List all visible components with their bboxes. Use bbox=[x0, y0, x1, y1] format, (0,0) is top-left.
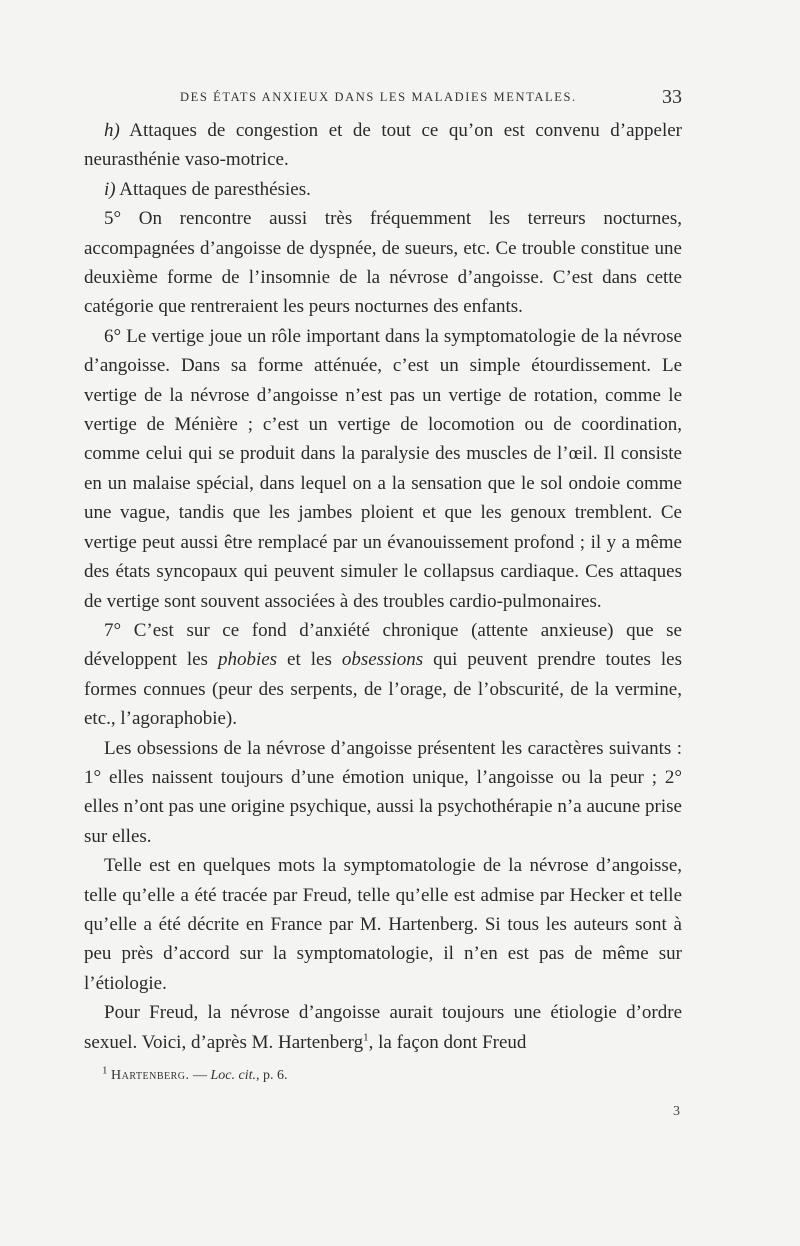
page-number: 33 bbox=[662, 86, 682, 108]
page-header bbox=[84, 86, 682, 116]
paragraph-5: 5° On rencontre aussi très fréquemment les terreurs nocturnes, accompagnées d’angoisse de dyspnée, de sueurs, etc. Ce trouble constitue une deuxième forme de l’insomnie de la névrose d’angoisse. C’est dans cette catégorie que rentreraient les peurs nocturnes des enfants. bbox=[84, 208, 682, 318]
term-phobies: phobies bbox=[217, 649, 278, 671]
paragraph-freud-part-b: , la façon dont Freud bbox=[368, 1031, 527, 1053]
paragraph-h-text: Attaques de congestion et de tout ce qu’on est convenu d’appeler neurasthénie vaso-motrice. bbox=[84, 120, 682, 171]
paragraph-7 bbox=[84, 616, 682, 734]
paragraph-obsessions: Les obsessions de la névrose d’angoisse présentent les caractères suivants : 1° elles naissent toujours d’une émotion unique, l’angoisse ou la peur ; 2° elles n’ont pas une origine psychique, aussi la psychothérapie n’a aucune prise sur elles. bbox=[84, 737, 682, 847]
paragraph-freud bbox=[84, 998, 682, 1057]
paragraph-summary: Telle est en quelques mots la symptomatologie de la névrose d’angoisse, telle qu’elle a été tracée par Freud, telle qu’elle est admise par Hecker et telle qu’elle a été décrite en France par M. Hartenberg. Si tous les auteurs sont à peu près d’accord sur la symptomatologie, il n’en est pas de même sur l’étiologie. bbox=[84, 855, 682, 994]
footnote-ref-title: Loc. cit. bbox=[210, 1068, 257, 1083]
running-title: DES ÉTATS ANXIEUX DANS LES MALADIES MENTALES. bbox=[180, 90, 577, 104]
paragraph-h bbox=[84, 116, 682, 175]
paragraph-7-part-c: qui peuvent prendre toutes les formes connues (peur des serpents, de l’orage, de l’obscurité, de la vermine, etc., l’agoraphobie). bbox=[84, 649, 682, 730]
footnote-author: Hartenberg. bbox=[111, 1068, 190, 1083]
footnote-dash: — bbox=[189, 1068, 211, 1083]
paragraph-i-text: Attaques de paresthésies. bbox=[115, 178, 311, 200]
footnote bbox=[102, 1064, 288, 1084]
footnote-marker: 1 bbox=[102, 1064, 108, 1077]
footnote-page: , p. 6. bbox=[256, 1068, 288, 1083]
body-text bbox=[84, 116, 682, 1057]
signature-mark: 3 bbox=[673, 1104, 680, 1119]
paragraph-i bbox=[84, 175, 682, 204]
item-marker-i: i) bbox=[104, 178, 116, 200]
paragraph-7-part-a: 7° C’est sur ce fond d’anxiété chronique (attente anxieuse) que se développent les bbox=[84, 619, 682, 671]
term-obsessions: obsessions bbox=[341, 649, 424, 671]
paragraph-6: 6° Le vertige joue un rôle important dans la symptomatologie de la névrose d’angoisse. Dans sa forme atténuée, c’est un simple étourdissement. Le vertige de la névrose d’angoisse n’est pas un vertige de rotation, comme le vertige de Ménière ; c’est un vertige de locomotion ou de coordination, comme celui qui se produit dans la paralysie des muscles de l’œil. Il consiste en un malaise spécial, dans lequel on a la sensation que le sol ondoie comme une vague, tandis que les jambes ploient et que les genoux tremblent. Ce vertige peut aussi être remplacé par un évanouissement profond ; il y a même des états syncopaux qui peuvent simuler le collapsus cardiaque. Ces attaques de vertige sont souvent associées à des troubles cardio-pulmonaires. bbox=[84, 325, 682, 612]
paragraph-7-part-b: et les bbox=[277, 649, 342, 671]
item-marker-h: h) bbox=[104, 120, 120, 141]
footnote-ref: 1 bbox=[363, 1031, 369, 1044]
paragraph-freud-part-a: Pour Freud, la névrose d’angoisse aurait toujours une étiologie d’ordre sexuel. Voici, d’après M. Hartenberg bbox=[84, 1002, 682, 1053]
